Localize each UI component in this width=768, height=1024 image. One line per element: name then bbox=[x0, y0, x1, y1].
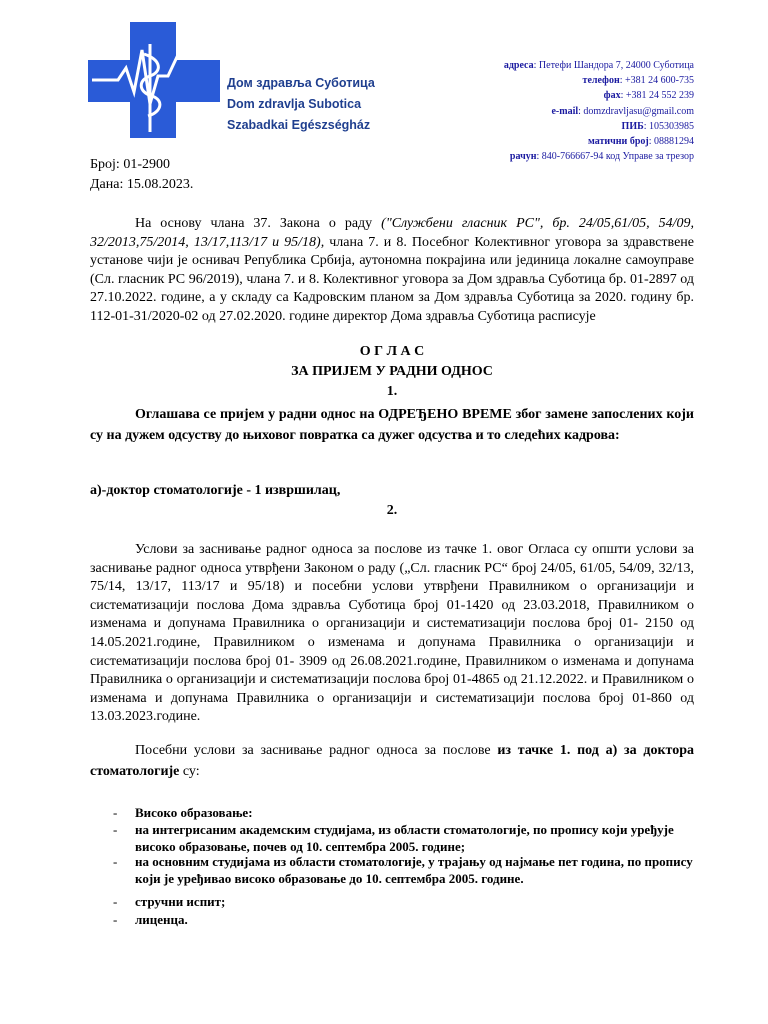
contact-address: адреса: Петефи Шандора 7, 24000 Суботица bbox=[503, 60, 694, 71]
special-conditions-paragraph: Посебни услови за заснивање радног односа за послове из тачке 1. под а) за доктора стоматологије су: bbox=[90, 743, 694, 779]
contact-account: рачун: 840-766667-94 код Управе за трезор bbox=[509, 151, 694, 163]
announcement-paragraph: Оглашава се пријем у радни однос на ОДРЕЂЕНО ВРЕМЕ због замене запослених који су на дужем одсуству до њиховог повратка са дужег одсуства и то следећих кадрова: bbox=[90, 407, 694, 443]
list-item: - на основним студијама из области стоматологије, у трајању од најмање пет година, по пропису који је уређивао високо образовање до 10. септембра 2005. године. bbox=[113, 854, 693, 886]
section-1-number: 1. bbox=[386, 384, 398, 399]
intro-paragraph: На основу члана 37. Закона о раду ("Службени гласник РС", бр. 24/05,61/05, 54/09, 32/2013,75/2014, 13/17,113/17 и 95/18), члана 7. и 8. Посебног Колективног уговора за здравствене установе чији је оснивач Република Србија, аутономна покрајина или јединица локалне самоуправе (Сл. гласник РС 96/2019), члана 7. и 8. Колективног уговора за Дом здравља Суботица бр. 01-2897 од 27.10.2022. године, а у складу са Кадровским планом за Дом здравља Суботица за 2020. годину бр. 112-01-31/2020-02 од 27.02.2020. године директор Дома здравља Суботица расписује bbox=[90, 216, 695, 324]
contact-fax: фах: +381 24 552 239 bbox=[603, 90, 694, 102]
org-name-cyrillic: Дом здравља Суботица bbox=[227, 76, 375, 90]
section-2-number: 2. bbox=[386, 503, 398, 518]
list-item: - стручни испит; bbox=[113, 894, 226, 909]
title-oglas: О Г Л А С bbox=[359, 344, 425, 359]
list-item: - лиценца. bbox=[113, 912, 188, 927]
list-item: - Високо образовање: bbox=[113, 805, 253, 820]
position-line: а)-доктор стоматологије - 1 извршилац, bbox=[90, 483, 341, 498]
document-date: Дана: 15.08.2023. bbox=[90, 177, 194, 192]
org-name-hungarian: Szabadkai Egészségház bbox=[227, 118, 371, 132]
contact-block bbox=[394, 58, 694, 164]
title-subheading: ЗА ПРИЈЕМ У РАДНИ ОДНОС bbox=[291, 364, 493, 379]
organization-logo bbox=[88, 20, 220, 140]
contact-email: e-mail: domzdravljasu@gmail.com bbox=[551, 105, 694, 117]
contact-phone: телефон: +381 24 600-735 bbox=[582, 75, 694, 87]
contact-pib: ПИБ: 105303985 bbox=[621, 120, 694, 132]
contact-registry-number: матични број: 08881294 bbox=[588, 136, 694, 148]
list-item: - на интегрисаним академским студијама, из области стоматологије, по пропису који уређује високо образовање, почев од 10. септембра 2005. године; bbox=[113, 822, 674, 854]
org-name-latin: Dom zdravlja Subotica bbox=[227, 97, 362, 111]
document-number: Број: 01-2900 bbox=[90, 157, 170, 172]
general-conditions-paragraph: Услови за заснивање радног односа за послове из тачке 1. овог Огласа су општи услови за заснивање радног односа утврђени Законом о раду („Сл. гласник РС“ број 24/05, 61/05, 54/09, 32/13, 75/14, 13/17, 113/17 и 95/18) и посебни услови утврђени Правилником о организацији и систематизацији послова Дома здравља Суботица број 01-1420 од 23.03.2018, Правилником о изменама и допунама Правилника о организацији и систематизацији послова број 01- 2150 од 14.05.2021.године, Правилником о изменама и допунама Правилника о организацији и систематизацији послова број 01- 3909 од 26.08.2021.године, Правилником о изменама и допунама Правилника о организацији и систематизацији послова број 01-4865 од 21.12.2022. и Правилником о изменама и допунама Правилника о организацији и систематизацији послова број 01-860 од 13.03.2023.године. bbox=[90, 542, 694, 725]
